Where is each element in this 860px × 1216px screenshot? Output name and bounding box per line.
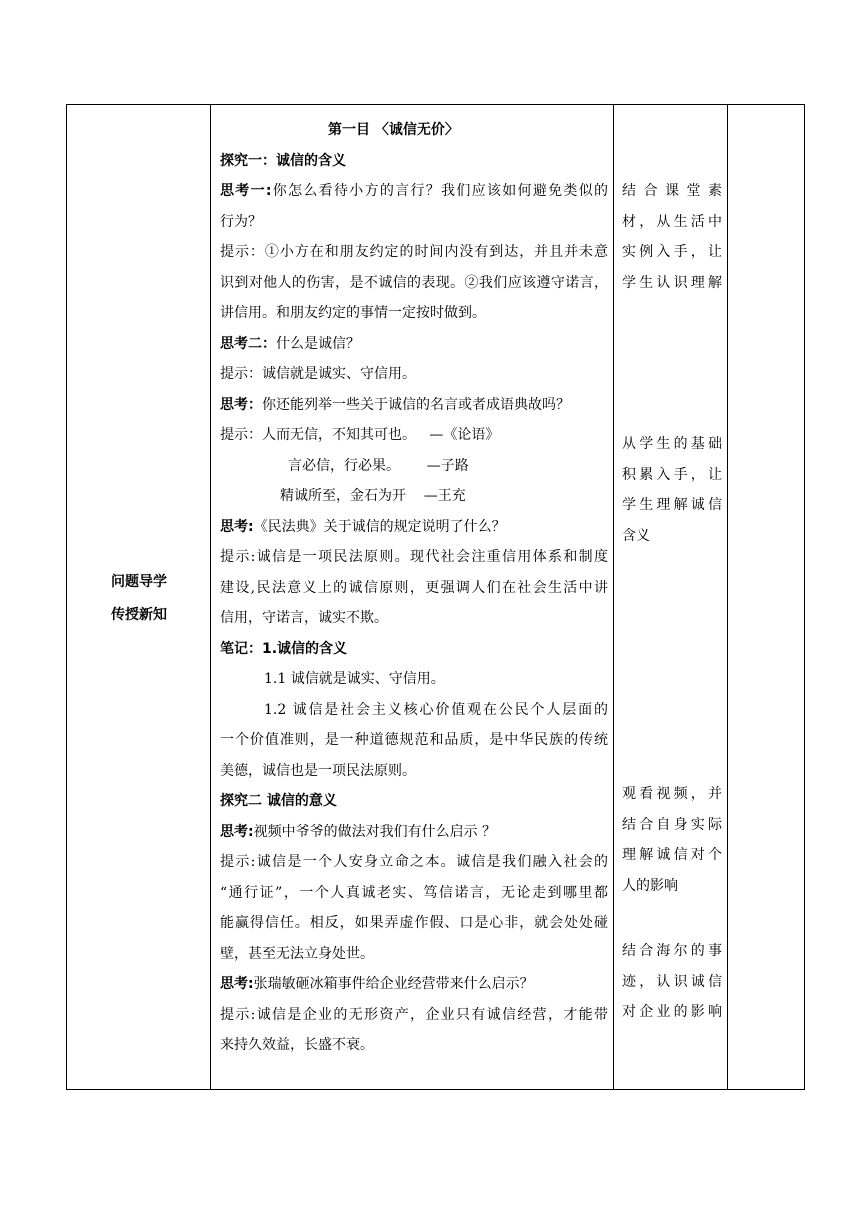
note-line: 迹，认识诚信	[622, 973, 722, 990]
hint-4-line3: 信用，守诺言，诚实不欺。	[220, 610, 388, 626]
column-divider	[727, 105, 728, 1089]
design-note-2	[622, 429, 722, 551]
note-line: 结合海尔的事	[622, 943, 722, 959]
section-label-line1: 问题导学	[111, 574, 167, 590]
note-line: 实例入手，让	[622, 244, 722, 260]
note-1-2-line2: 一个价值准则，是一种道德规范和品质，是中华民族的传统	[220, 732, 608, 748]
note-line: 人的影响	[622, 877, 678, 894]
note-line: 学生理解诚信	[622, 497, 722, 513]
hint-6-line1: 提示:诚信是企业的无形资产，企业只有诚信经营，才能带	[220, 1006, 608, 1023]
question-label: 思考二：	[220, 335, 276, 352]
note-line: 结合课堂素	[622, 183, 722, 199]
explore1-heading: 探究一：诚信的含义	[220, 152, 346, 169]
question-text: 张瑞敏砸冰箱事件给企业经营带来什么启示？	[253, 976, 534, 992]
hint-4-line2: 建设,民法意义上的诚信原则，更强调人们在社会生活中讲	[220, 579, 608, 596]
question-text: 视频中爷爷的做法对我们有什么启示 ？	[253, 823, 497, 840]
note-line: 观看视频，并	[622, 786, 722, 802]
question-text: 《民法典》关于诚信的规定说明了什么？	[253, 518, 506, 535]
hint-6-line2: 来持久效益，长盛不衰。	[220, 1037, 374, 1053]
hint-5-line4: 壁，甚至无法立身处世。	[220, 945, 374, 962]
section-label-line2: 传授新知	[111, 607, 167, 623]
question-6	[220, 969, 608, 1000]
note-line: 理解诚信对个	[622, 847, 722, 863]
design-note-1	[622, 176, 722, 298]
hint-1-line2: 识到对他人的伤害，是不诚信的表现。②我们应该遵守诺言，	[220, 274, 608, 291]
hint-4-line1: 提示:诚信是一项民法原则。现代社会注重信用体系和制度	[220, 549, 608, 565]
question-label: 思考：	[220, 396, 262, 413]
hint-3-line3: 精诚所至，金石为开 —王充	[280, 488, 466, 504]
question-label: 思考:	[220, 976, 254, 992]
hint-2: 提示：诚信就是诚实、守信用。	[220, 366, 416, 382]
note-line: 含义	[622, 527, 650, 544]
notes-heading: 笔记：1.诚信的含义	[220, 640, 348, 657]
main-content	[220, 115, 608, 1061]
hint-5-line2: “通行证”，一个人真诚老实、笃信诺言，无论走到哪里都	[220, 884, 608, 901]
design-note-4	[622, 936, 722, 1028]
question-5	[220, 817, 608, 848]
question-text: 你怎么看待小方的言行？我们应该如何避免类似的	[271, 183, 609, 199]
hint-5-line1: 提示:诚信是一个人安身立命之本。诚信是我们融入社会的	[220, 854, 608, 870]
question-label: 思考:	[220, 823, 254, 840]
note-line: 学生认识理解	[622, 274, 722, 291]
question-text: 什么是诚信？	[276, 335, 360, 352]
hint-1-line3: 讲信用。和朋友约定的事情一定按时做到。	[220, 305, 486, 321]
note-line: 结合自身实际	[622, 816, 722, 833]
question-4	[220, 512, 608, 543]
column-divider	[613, 105, 614, 1089]
question-1	[220, 176, 608, 207]
question-1-cont: 行为？	[220, 213, 262, 230]
lesson-table	[66, 104, 805, 1090]
question-text: 你还能列举一些关于诚信的名言或者成语典故吗？	[262, 396, 570, 413]
question-label: 思考一:	[220, 183, 272, 199]
note-line: 材，从生活中	[622, 213, 722, 230]
note-line: 积累入手，让	[622, 466, 722, 483]
hint-5-line3: 能赢得信任。相反，如果弄虚作假、口是心非，就会处处碰	[220, 915, 608, 931]
question-3	[220, 390, 608, 421]
note-line: 对企业的影响	[622, 1004, 722, 1020]
column-divider	[210, 105, 211, 1089]
note-1-2-line1: 1.2 诚信是社会主义核心价值观在公民个人层面的	[264, 701, 608, 718]
hint-3-line1: 提示：人而无信，不知其可也。 —《论语》	[220, 427, 500, 443]
note-1-2-line3: 美德，诚信也是一项民法原则。	[220, 762, 416, 779]
question-label: 思考:	[220, 518, 254, 535]
note-1-1: 1.1 诚信就是诚实、守信用。	[264, 671, 445, 687]
note-line: 从学生的基础	[622, 436, 722, 452]
question-2	[220, 329, 608, 360]
explore2-heading: 探究二 诚信的意义	[220, 793, 337, 809]
section-title: 第一目 〈诚信无价〉	[328, 122, 459, 138]
design-note-3	[622, 779, 722, 901]
hint-1-line1: 提示：①小方在和朋友约定的时间内没有到达，并且并未意	[220, 244, 608, 260]
hint-3-line2: 言必信，行必果。 —子路	[288, 457, 469, 474]
